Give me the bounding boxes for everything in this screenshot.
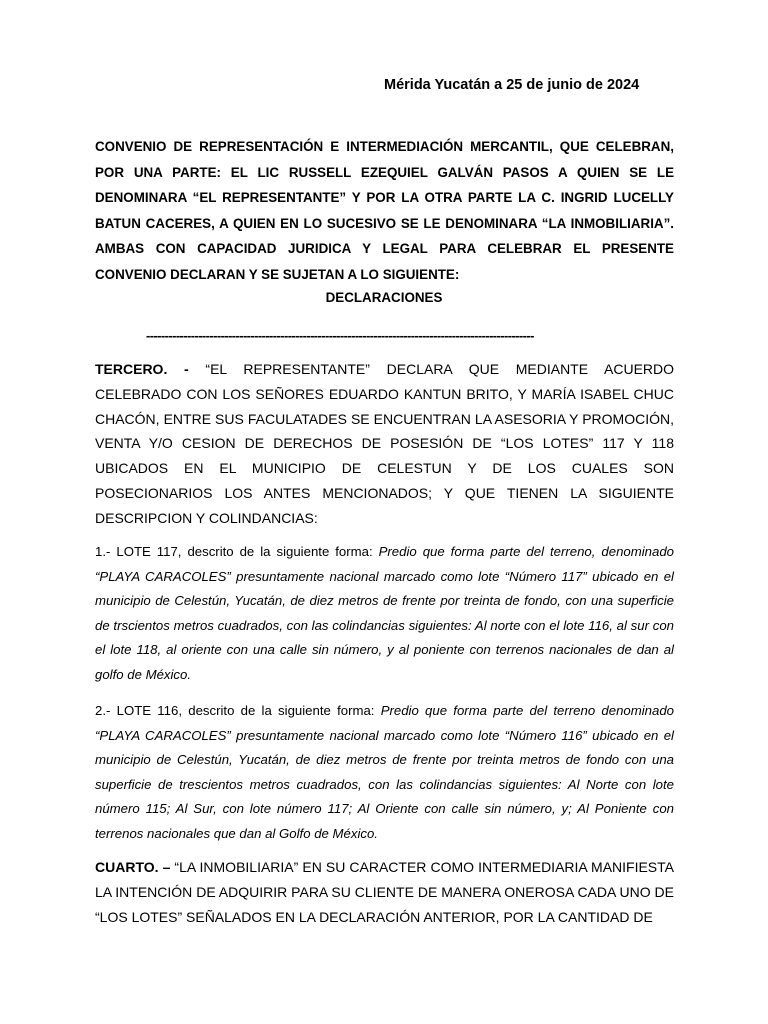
- agreement-intro: CONVENIO DE REPRESENTACIÓN E INTERMEDIACIÓN MERCANTIL, QUE CELEBRAN, POR UNA PARTE: EL LIC RUSSELL EZEQUIEL GALVÁN PASOS A QUIEN SE LE DENOMINARA “EL REPRESENTANTE” Y POR LA OTRA PARTE LA C. INGRID LUCELLY BATUN CACERES, A QUIEN EN LO SUCESIVO SE LE DENOMINARA “LA INMOBILIARIA”. AMBAS CON CAPACIDAD JURIDICA Y LEGAL PARA CELEBRAR EL PRESENTE CONVENIO DECLARAN Y SE SUJETAN A LO SIGUIENTE:: [95, 139, 674, 282]
- clause-tercero-label: TERCERO. -: [95, 361, 189, 377]
- date-line: Mérida Yucatán a 25 de junio de 2024: [384, 77, 640, 93]
- clause-cuarto-text: “LA INMOBILIARIA” EN SU CARACTER COMO INTERMEDIARIA MANIFIESTA LA INTENCIÓN DE ADQUIRIR PARA SU CLIENTE DE MANERA ONEROSA CADA UNO DE “LOS LOTES” SEÑALADOS EN LA DECLARACIÓN ANTERIOR, POR LA CANTIDAD DE: [95, 859, 674, 925]
- lot-117-description: [95, 540, 674, 688]
- section-title: DECLARACIONES: [325, 290, 443, 305]
- clause-cuarto: [95, 855, 674, 929]
- lot-116-lead: 2.- LOTE 116, descrito de la siguiente forma:: [95, 703, 381, 718]
- separator-line: --------------------------------------------------------------------------------------------------------: [146, 328, 534, 343]
- clause-cuarto-label: CUARTO. –: [95, 859, 171, 875]
- clause-tercero-text: “EL REPRESENTANTE” DECLARA QUE MEDIANTE ACUERDO CELEBRADO CON LOS SEÑORES EDUARDO KANTUN BRITO, Y MARÍA ISABEL CHUC CHACÓN, ENTRE SUS FACULATADES SE ENCUENTRAN LA ASESORIA Y PROMOCIÓN, VENTA Y/O CESION DE DERECHOS DE POSESIÓN DE “LOS LOTES” 117 Y 118 UBICADOS EN EL MUNICIPIO DE CELESTUN Y DE LOS CUALES SON POSECIONARIOS LOS ANTES MENCIONADOS; Y QUE TIENEN LA SIGUIENTE DESCRIPCION Y COLINDANCIAS:: [95, 361, 675, 526]
- lot-117-lead: 1.- LOTE 117, descrito de la siguiente forma:: [95, 544, 379, 559]
- clause-tercero: [95, 357, 674, 531]
- lot-116-description: [95, 699, 674, 847]
- lot-117-text: Predio que forma parte del terreno, denominado “PLAYA CARACOLES” presuntamente nacional marcado como lote “Número 117” ubicado en el municipio de Celestún, Yucatán, de diez metros de frente por treinta de fondo, con una superficie de trscientos metros cuadrados, con las colindancias siguientes: Al norte con el lote 116, al sur con el lote 118, al oriente con una calle sin número, y al poniente con terrenos nacionales de dan al golfo de México.: [95, 544, 674, 682]
- lot-116-text: Predio que forma parte del terreno denominado “PLAYA CARACOLES” presuntamente nacional marcado como lote “Número 116” ubicado en el municipio de Celestún, Yucatán, de diez metros de frente por treinta metros de fondo con una superficie de trescientos metros cuadrados, con las colindancias siguientes: Al Norte con lote número 115; Al Sur, con lote número 117; Al Oriente con calle sin número, y; Al Poniente con terrenos nacionales que dan al Golfo de México.: [95, 703, 674, 841]
